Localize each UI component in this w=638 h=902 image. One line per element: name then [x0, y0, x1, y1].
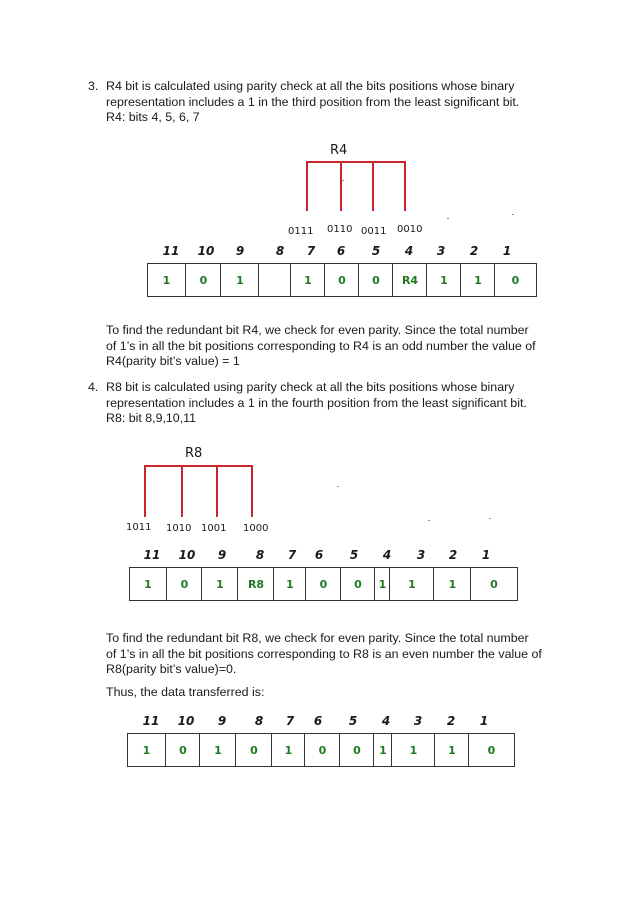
bit-position: 4: [381, 714, 391, 728]
bit-cell: 1: [142, 743, 151, 757]
bit-position: 2: [469, 244, 479, 258]
bit-cell: 1: [290, 264, 325, 296]
text-line: R4: bits 4, 5, 6, 7: [106, 110, 200, 124]
binary-code: 1011: [126, 522, 152, 533]
binary-code: 0010: [397, 224, 423, 235]
bit-position: 7: [306, 244, 316, 258]
bit-cell: 0: [166, 568, 202, 600]
explanation-r4: [106, 323, 536, 370]
bit-position: 11: [162, 244, 180, 258]
bit-position: 10: [197, 244, 215, 258]
bit-cell: 1: [144, 577, 152, 591]
text-line: R8(parity bit’s value)=0.: [106, 662, 237, 676]
bit-cell: R8: [237, 568, 274, 600]
item-4-text: [106, 380, 527, 427]
bracket-line: [216, 465, 218, 517]
bracket-line: [372, 161, 374, 211]
redundant-bit-label: R8: [185, 446, 203, 461]
bit-position: 9: [235, 244, 245, 258]
bracket-line: [306, 161, 308, 211]
bit-position: 1: [481, 548, 491, 562]
bit-position: 6: [336, 244, 346, 258]
binary-code: 1000: [243, 523, 269, 534]
bit-position: 7: [287, 548, 297, 562]
speck: [342, 180, 344, 181]
bit-position: 5: [349, 548, 359, 562]
bit-position: 4: [382, 548, 392, 562]
text-line: To find the redundant bit R8, we check for even parity. Since the total number: [106, 631, 529, 645]
bit-position: 11: [143, 548, 161, 562]
bit-position: 10: [177, 714, 195, 728]
bit-position: 5: [348, 714, 358, 728]
bit-cell: 0: [339, 734, 374, 766]
bracket-line: [251, 465, 253, 517]
text-line: To find the redundant bit R4, we check for even parity. Since the total number: [106, 323, 529, 337]
bit-position: 8: [255, 548, 265, 562]
bit-cell: 1: [199, 734, 236, 766]
bit-cell: 1: [220, 264, 259, 296]
bracket-line: [306, 161, 406, 163]
bit-position: 10: [178, 548, 196, 562]
bit-cell: 1: [373, 734, 392, 766]
bit-cell: 0: [185, 264, 221, 296]
bit-position: 3: [413, 714, 423, 728]
bracket-line: [181, 465, 183, 517]
bit-position: 6: [314, 548, 324, 562]
text-line: representation includes a 1 in the third position from the least significant bit.: [106, 94, 520, 109]
bit-cell: 1: [391, 734, 435, 766]
bit-cell: 0: [358, 264, 393, 296]
speck: [447, 218, 449, 219]
item-number-3: 3.: [88, 79, 99, 93]
bit-position: 5: [371, 244, 381, 258]
bit-cell: 1: [201, 568, 238, 600]
conclusion-text: Thus, the data transferred is:: [106, 685, 265, 699]
bit-cell: 1: [374, 568, 390, 600]
binary-code: 0110: [327, 224, 353, 235]
bit-cell: 1: [434, 734, 469, 766]
bit-position: 4: [404, 244, 414, 258]
bit-position: 9: [217, 548, 227, 562]
bit-cell: 1: [460, 264, 495, 296]
bit-position: 6: [313, 714, 323, 728]
speck: [428, 520, 430, 521]
binary-code: 0011: [361, 226, 387, 237]
bit-cell: 1: [162, 273, 171, 287]
text-line: of 1’s in all the bit positions corresponding to R8 is an even number the value of: [106, 646, 542, 661]
redundant-bit-label: R4: [330, 143, 348, 158]
bit-cell: 0: [468, 734, 514, 766]
bit-cell: 0: [494, 264, 536, 296]
bit-cell: 0: [324, 264, 359, 296]
speck: [512, 214, 514, 215]
bit-position: 2: [448, 548, 458, 562]
bit-position-row: [0, 548, 638, 564]
text-line: R4(parity bit’s value) = 1: [106, 354, 240, 368]
bit-cell: 0: [470, 568, 517, 600]
text-line: representation includes a 1 in the fourth position from the least significant bit.: [106, 395, 527, 410]
bit-cell: [258, 264, 291, 296]
bit-cell: 0: [165, 734, 200, 766]
bit-position: 3: [416, 548, 426, 562]
text-line: R8: bit 8,9,10,11: [106, 411, 197, 425]
text-line: of 1’s in all the bit positions corresponding to R4 is an odd number the value of: [106, 338, 536, 353]
bracket-line: [340, 161, 342, 211]
bit-position: 7: [285, 714, 295, 728]
bit-position: 8: [275, 244, 285, 258]
bit-table: [147, 263, 537, 297]
item-number-4: 4.: [88, 380, 99, 394]
bit-position: 9: [217, 714, 227, 728]
bit-position: 2: [446, 714, 456, 728]
binary-code: 1001: [201, 523, 227, 534]
bit-cell: 0: [235, 734, 272, 766]
bit-position: 3: [436, 244, 446, 258]
bit-table: [129, 567, 518, 601]
bracket-line: [404, 161, 406, 211]
bit-cell: 0: [340, 568, 375, 600]
bit-position: 1: [502, 244, 512, 258]
text-line: R8 bit is calculated using parity check at all the bits positions whose binary: [106, 380, 515, 394]
bit-cell: 0: [305, 568, 341, 600]
explanation-r8: [106, 631, 542, 678]
speck: [489, 518, 491, 519]
bit-table: [127, 733, 515, 767]
bit-position-row: [0, 714, 638, 730]
binary-code: 0111: [288, 226, 314, 237]
bit-cell: 1: [426, 264, 461, 296]
bit-position-row: [0, 244, 638, 260]
bit-cell: 0: [304, 734, 340, 766]
bit-position: 8: [254, 714, 264, 728]
bit-cell: R4: [392, 264, 427, 296]
bracket-line: [144, 465, 146, 517]
bit-position: 1: [479, 714, 489, 728]
text-line: R4 bit is calculated using parity check at all the bits positions whose binary: [106, 79, 515, 93]
bit-cell: 1: [273, 568, 306, 600]
speck: [337, 486, 339, 487]
bit-cell: 1: [433, 568, 471, 600]
bit-cell: 1: [389, 568, 434, 600]
binary-code: 1010: [166, 523, 192, 534]
bit-position: 11: [142, 714, 160, 728]
bit-cell: 1: [271, 734, 305, 766]
bracket-line: [144, 465, 253, 467]
item-3-text: [106, 79, 519, 126]
